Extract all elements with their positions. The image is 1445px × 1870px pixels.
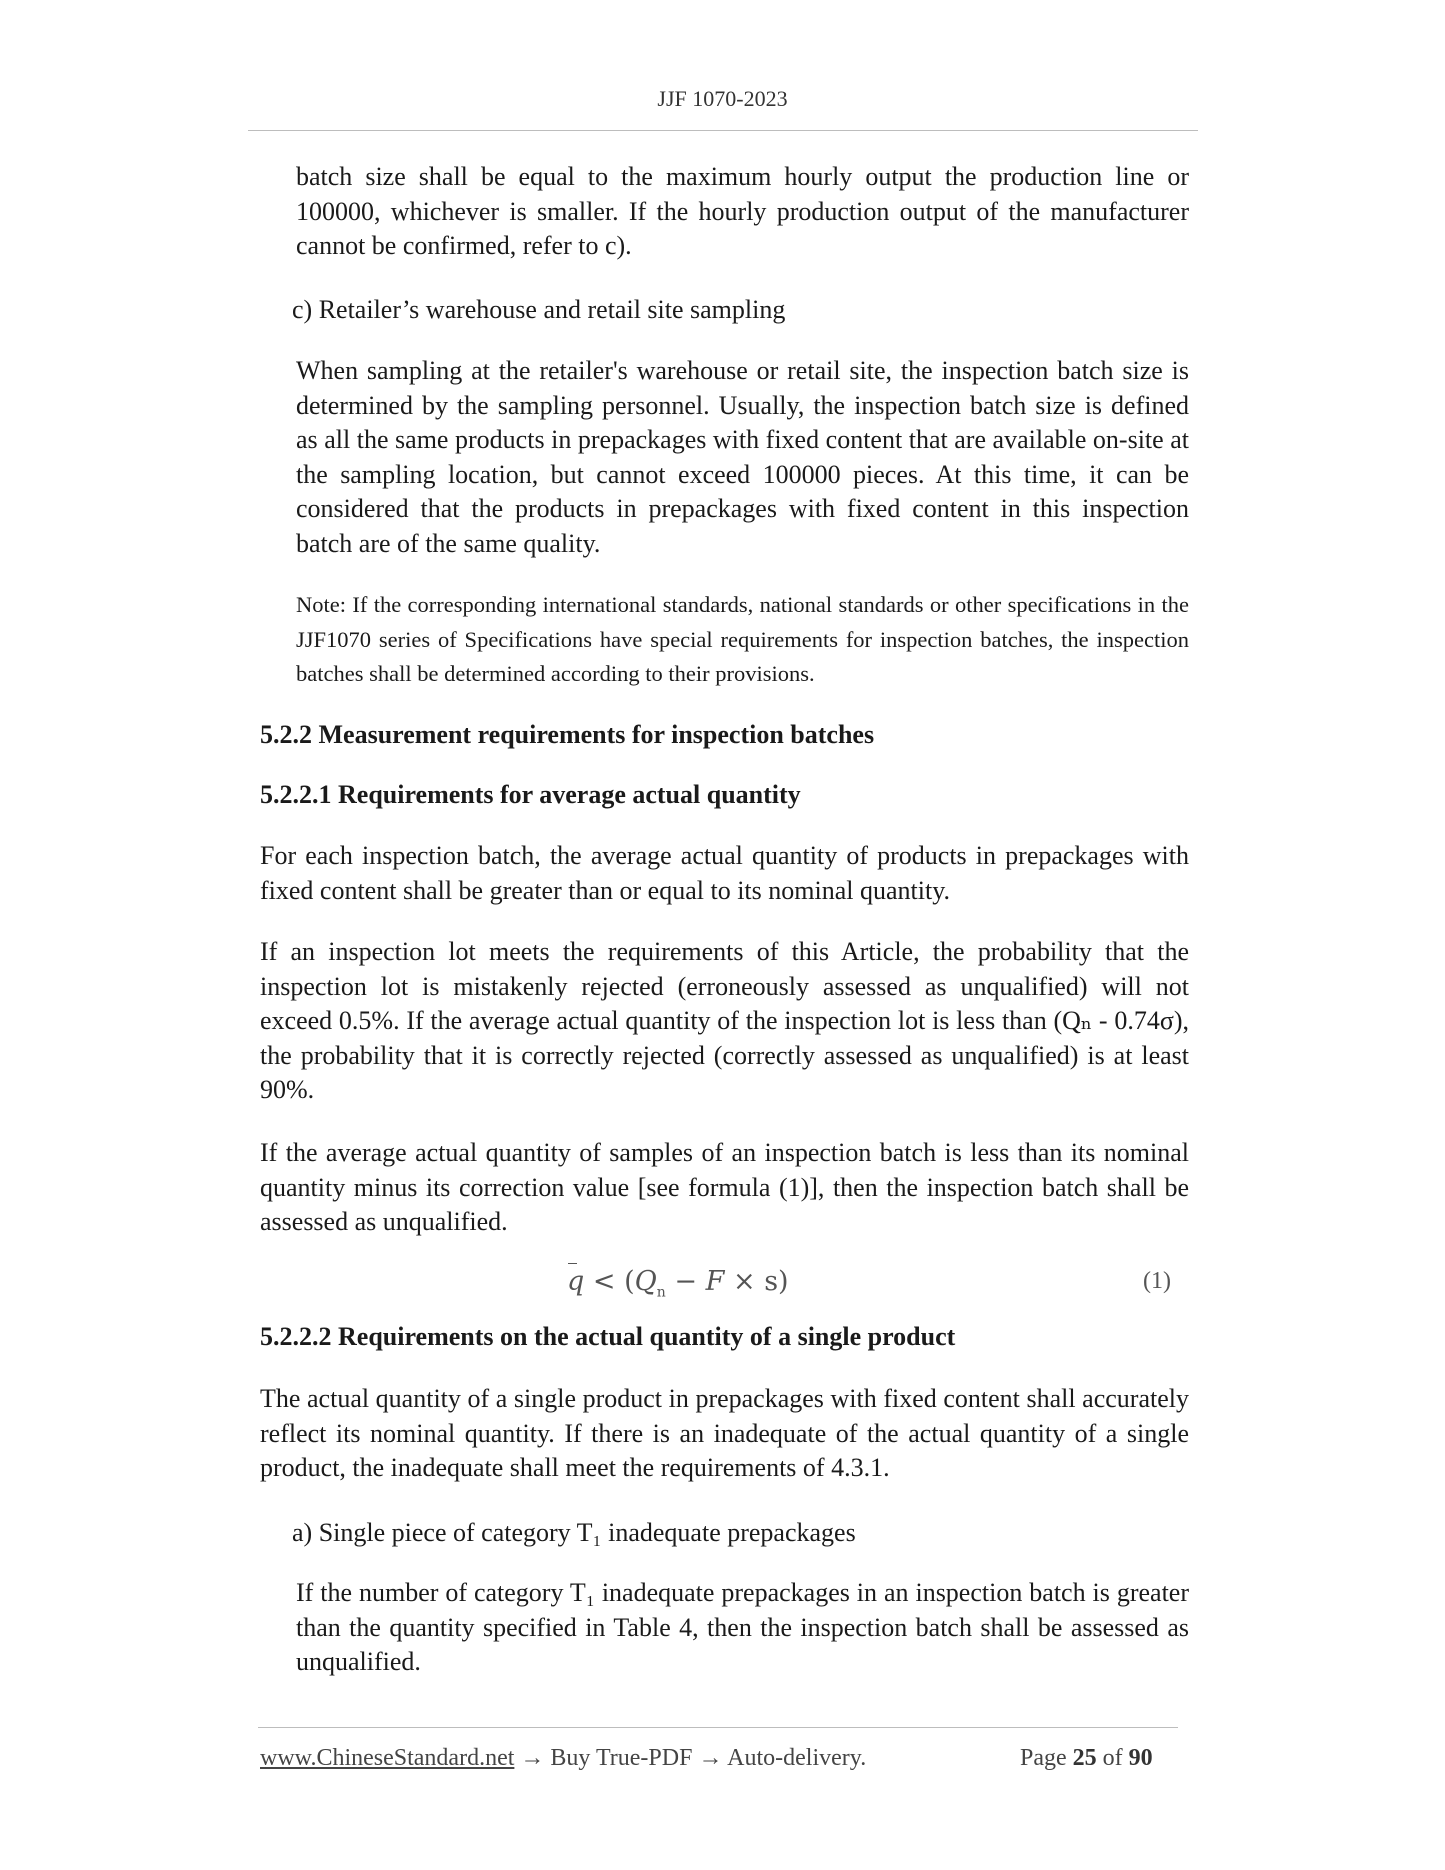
formula-1: $q < (Q_n - F \times s)$ [567, 1266, 789, 1301]
total-pages: 90 [1128, 1745, 1153, 1771]
paragraph-t1-inadequate: If the number of category T₁ inadequate prepackages in an inspection batch is greater than the quantity specified in Table 4, then the inspection batch shall be assessed as unqualified. [296, 1578, 1189, 1676]
arrow-icon: → [698, 1745, 723, 1771]
formula-number: (1) [1143, 1268, 1171, 1294]
list-item-c: c) Retailer’s warehouse and retail site sampling [292, 295, 786, 324]
paragraph-retail-sampling: When sampling at the retailer's warehouse or retail site, the inspection batch size is determined by the sampling personnel. Usually, the inspection batch size is defined as all the same products in prepackages with fixed content that are available on-site at the sampling location, but cannot exceed 100000 pieces. At this time, it can be considered that the products in prepackages with fixed content in this inspection batch are of the same quality. [296, 356, 1189, 558]
buy-pdf-text: Buy True-PDF [550, 1745, 693, 1771]
q-bar-symbol: q [567, 1266, 585, 1297]
section-heading-5-2-2-2: 5.2.2.2 Requirements on the actual quantity of a single product [260, 1322, 956, 1351]
website-link[interactable]: www.ChineseStandard.net [260, 1745, 515, 1771]
list-item-a: a) Single piece of category T₁ inadequate prepackages [292, 1518, 856, 1547]
paragraph-single-product: The actual quantity of a single product in prepackages with fixed content shall accurately reflect its nominal quantity. If there is an inadequate of the actual quantity of a single product, the inadequate shall meet the requirements of 4.3.1. [260, 1384, 1189, 1482]
paragraph-average-quantity: For each inspection batch, the average actual quantity of products in prepackages with fixed content shall be greater than or equal to its nominal quantity. [260, 841, 1189, 905]
current-page: 25 [1072, 1745, 1097, 1771]
document-code-header: JJF 1070-2023 [657, 86, 788, 111]
footer-promo [260, 1745, 866, 1772]
auto-delivery-text: Auto-delivery. [727, 1745, 867, 1771]
section-heading-5-2-2: 5.2.2 Measurement requirements for inspection batches [260, 720, 875, 749]
paragraph-batch-size: batch size shall be equal to the maximum hourly output the production line or 100000, whichever is smaller. If the hourly production output of the manufacturer cannot be confirmed, refer to c). [296, 162, 1189, 260]
note: Note: If the corresponding international standards, national standards or other specifications in the JJF1070 series of Specifications have special requirements for inspection batches, the inspection batches shall be determined according to their provisions. [296, 592, 1189, 686]
arrow-icon: → [520, 1745, 545, 1771]
footer-rule [258, 1727, 1178, 1728]
header-rule [248, 130, 1198, 131]
section-heading-5-2-2-1: 5.2.2.1 Requirements for average actual quantity [260, 780, 801, 809]
paragraph-probability: If an inspection lot meets the requirements of this Article, the probability that the inspection lot is mistakenly rejected (erroneously assessed as unqualified) will not exceed 0.5%. If the average actual quantity of the inspection lot is less than (Qₙ - 0.74σ), the probability that it is correctly rejected (correctly assessed as unqualified) is at least 90%. [260, 937, 1189, 1104]
paragraph-correction: If the average actual quantity of samples of an inspection batch is less than its nominal quantity minus its correction value [see formula (1)], then the inspection batch shall be assessed as unqualified. [260, 1138, 1189, 1236]
page-indicator: Page 25 of 90 [1020, 1745, 1153, 1771]
